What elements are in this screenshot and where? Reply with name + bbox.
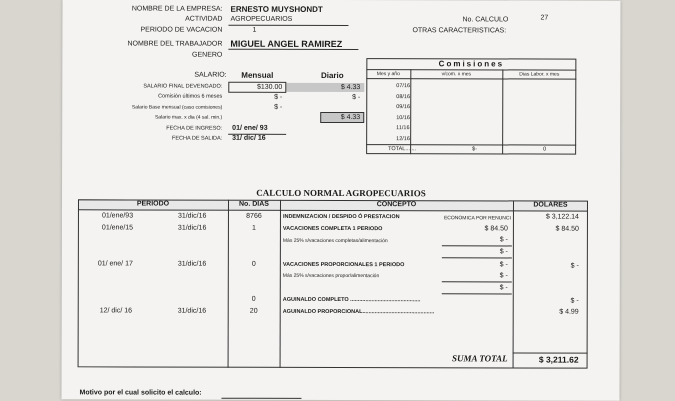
row-to: 31/dic/16	[177, 212, 207, 220]
row-concepto: VACACIONES COMPLETA 1 PERIODO	[282, 225, 383, 233]
empresa-value: ERNESTO MUYSHONDT	[230, 4, 323, 14]
comisiones-total-dias: 0	[543, 146, 547, 153]
ingreso-value: 01/ ene/ 93	[232, 124, 268, 132]
row-concepto: Más 25% s/vacaciones completas/alimentación	[282, 237, 388, 245]
row-from: 01/ene/93	[101, 212, 134, 220]
salario-max-diario: $ 4.33	[340, 113, 361, 122]
row-concepto: AGUINALDO PROPORCIONAL...............................................	[282, 308, 435, 316]
row-concepto: AGUINALDO COMPLETO ..............................................	[282, 296, 421, 304]
suma-total-value: $ 3,211.62	[538, 354, 579, 365]
comisiones-total-comision: $-	[472, 146, 478, 153]
comision-label: Comisión últimos 6 meses	[158, 93, 223, 100]
calculo-value: 27	[540, 14, 549, 22]
calculo-title: CALCULO NORMAL AGROPECUARIOS	[256, 187, 426, 199]
mensual-header: Mensual	[241, 70, 274, 80]
row-to: 31/dic/16	[177, 307, 207, 315]
salario-final-mensual: $130.00	[256, 83, 283, 91]
calculo-label: No. CALCULO	[462, 16, 509, 24]
row-sub: $ -	[499, 248, 508, 256]
salario-max-label: Salario max. x dia (4 sal. min.)	[154, 114, 223, 121]
salario-final-label: SALARIO FINAL DEVENGADO:	[143, 83, 223, 90]
col-periodo: PERIODO	[136, 200, 170, 208]
comisiones-month: 08/16	[396, 94, 411, 101]
comision-mensual: $ -	[274, 93, 283, 101]
salida-label: FECHA DE SALIDA:	[172, 135, 223, 142]
trabajador-label: NOMBRE DEL TRABAJADOR	[127, 40, 223, 48]
row-dias: 20	[249, 307, 258, 315]
comisiones-month: 07/16	[396, 83, 411, 90]
periodo-value: 1	[252, 26, 257, 34]
comisiones-col-mes: Mes y año	[376, 71, 400, 78]
comisiones-month: 10/16	[396, 115, 410, 122]
periodo-label: PERIODO DE VACACION	[140, 26, 223, 34]
row-dolares: $ 3,122.14	[545, 213, 579, 221]
row-dias: 1	[251, 224, 256, 232]
row-to: 31/dic/16	[177, 260, 207, 268]
comisiones-month: 12/16	[396, 136, 410, 143]
row-concepto: INDEMNIZACION / DESPIDO Ó PRESTACION	[282, 213, 400, 221]
row-from: 12/ dic/ 16	[99, 307, 133, 315]
comisiones-total-label: TOTAL.......	[388, 146, 417, 153]
row-dolares: $ -	[570, 297, 579, 305]
row-dolares: $ -	[570, 262, 579, 270]
comisiones-month: 09/16	[396, 104, 411, 111]
row-dolares: $ 4.99	[559, 308, 579, 316]
comisiones-col-dias: Dias Labor. x mes	[519, 71, 560, 78]
row-note: ECONOMICA POR RENUNCI	[443, 215, 511, 222]
row-sub: $ -	[499, 261, 508, 269]
comisiones-month: 11/16	[396, 125, 410, 132]
empresa-label: NOMBRE DE LA EMPRESA:	[131, 5, 223, 13]
comisiones-title: Comisiones	[438, 59, 505, 69]
salario-final-diario: $ 4.33	[340, 83, 361, 92]
row-sub: $ -	[499, 284, 508, 292]
row-sub: $ -	[499, 272, 508, 280]
actividad-value: AGROPECUARIOS	[230, 15, 293, 23]
payroll-calculation-sheet	[61, 0, 620, 401]
col-dolares: DOLARES	[533, 201, 568, 209]
row-concepto: Más 25% s/vacaciones propor/alimentación	[282, 272, 380, 280]
comisiones-col-comision: v/com. x mes	[441, 71, 472, 78]
diario-header: Diario	[320, 70, 344, 81]
ingreso-label: FECHA DE INGRESO:	[166, 125, 223, 132]
row-dias: 0	[251, 260, 256, 268]
salario-base-label: Salario Base mensual (caso comisiones)	[131, 104, 223, 111]
row-from: 01/ ene/ 17	[97, 260, 133, 268]
row-dias: 8766	[246, 212, 262, 220]
row-sub: $ -	[499, 236, 508, 244]
salario-label: SALARIO:	[194, 71, 227, 79]
row-dias: 0	[251, 295, 256, 303]
col-concepto: CONCEPTO	[376, 201, 417, 209]
comision-diario: $ -	[352, 94, 361, 102]
actividad-label: ACTIVIDAD	[185, 15, 223, 23]
row-dolares: $ 84.50	[555, 225, 579, 233]
salario-base-mensual: $ -	[274, 103, 283, 111]
trabajador-value: MIGUEL ANGEL RAMIREZ	[230, 38, 343, 50]
calculo-table	[78, 199, 588, 368]
motivo-label: Motivo por el cual solicito el calculo:	[79, 389, 202, 397]
row-to: 31/dic/16	[177, 224, 207, 232]
genero-label: GENERO	[192, 51, 223, 59]
suma-total-label: SUMA TOTAL	[451, 353, 508, 364]
row-concepto: VACACIONES PROPORCIONALES 1 PERIODO	[282, 261, 405, 269]
salida-value: 31/ dic/ 16	[232, 134, 266, 142]
row-from: 01/ene/15	[101, 224, 134, 232]
col-dias: No. DIAS	[238, 200, 269, 208]
otras-caracteristicas-label: OTRAS CARACTERISTICAS:	[412, 27, 507, 35]
row-sub: $ 84.50	[484, 225, 508, 233]
